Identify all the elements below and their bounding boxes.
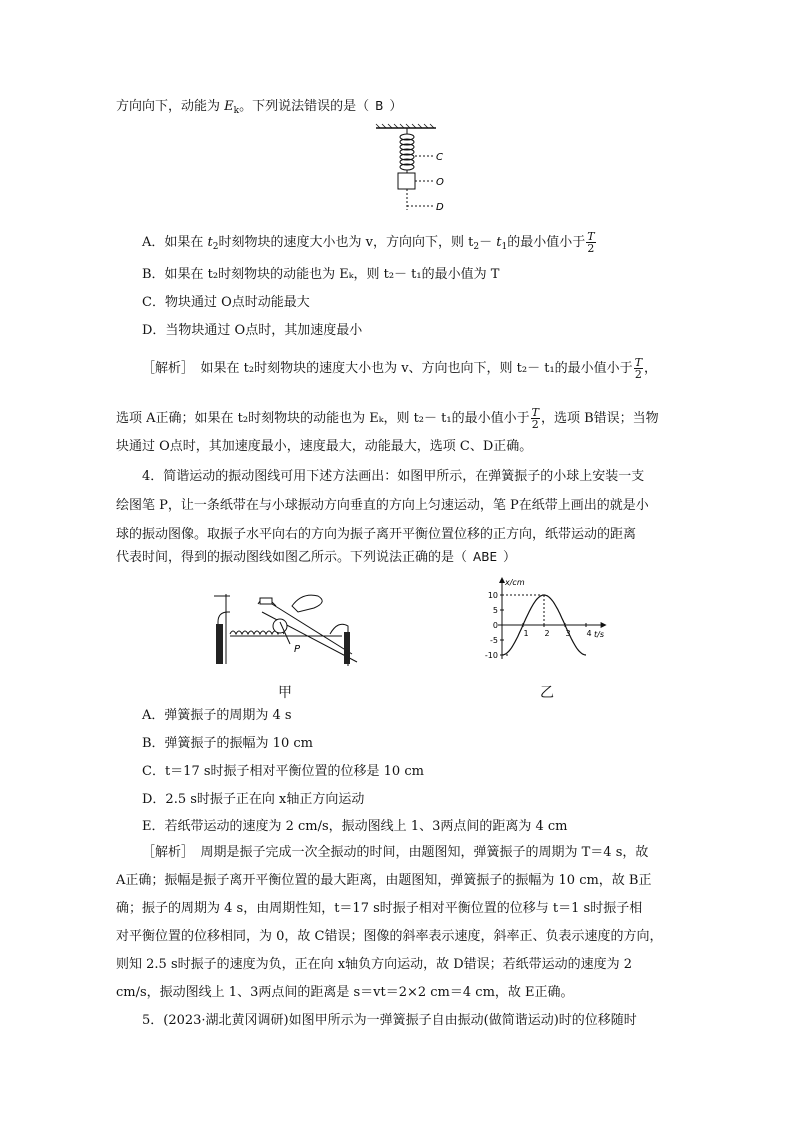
q4-stem-line3: 球的振动图像。取振子水平向右的方向为振子离开平衡位置位移的正方向，纸带运动的距离 bbox=[116, 527, 637, 542]
label-o: O bbox=[436, 177, 444, 188]
x-tick-label: 3 bbox=[565, 629, 571, 638]
q4-analysis-line6: cm/s，振动图线上 1、3两点间的距离是 s＝vt＝2×2 cm＝4 cm，故 E正确。 bbox=[116, 985, 574, 1000]
caption-yi: 乙 bbox=[540, 685, 554, 701]
x-tick-label: 2 bbox=[544, 629, 550, 638]
x-tick-label: 4 bbox=[586, 629, 592, 638]
q4-analysis-line5: 则知 2.5 s时振子的速度为负，正在向 x轴负方向运动，故 D错误；若纸带运动的速度为 2 bbox=[116, 957, 633, 972]
q3-option-c: C．物块通过 O点时动能最大 bbox=[142, 295, 310, 310]
q5-stem-line1: 5．(2023·湖北黄冈调研)如图甲所示为一弹簧振子自由振动(做简谐运动)时的位移随时 bbox=[142, 1013, 637, 1028]
q4-stem-line4: 代表时间，得到的振动图线如图乙所示。下列说法正确的是（ ABE ） bbox=[116, 550, 517, 565]
fraction-t-over-2: $\frac{T}{2}$ bbox=[634, 356, 643, 381]
q4-option-e: E．若纸带运动的速度为 2 cm/s，振动图线上 1、3两点间的距离为 4 cm bbox=[142, 819, 568, 834]
fraction-t-over-2: $\frac{T}{2}$ bbox=[587, 230, 595, 255]
spring-oscillator-figure bbox=[370, 122, 460, 214]
label-p: P bbox=[294, 644, 301, 655]
q3-option-d: D．当物块通过 O点时，其加速度最小 bbox=[142, 323, 363, 338]
y-axis-label: x/cm bbox=[505, 578, 525, 587]
q4-option-d: D．2.5 s时振子正在向 x轴正方向运动 bbox=[142, 792, 365, 807]
x-axis-arrow bbox=[601, 622, 607, 628]
y-tick-label: 0 bbox=[492, 621, 498, 630]
q4-analysis-line2: A正确；振幅是振子离开平衡位置的最大距离，由题图知，弹簧振子的振幅为 10 cm，故 B正 bbox=[116, 873, 652, 888]
q4-analysis-line1: ［解析］ 周期是振子完成一次全振动的时间，由题图知，弹簧振子的周期为 T＝4 s，故 bbox=[142, 845, 649, 860]
y-tick-label: -5 bbox=[490, 636, 498, 645]
x-tick-label: 1 bbox=[523, 629, 529, 638]
figure-jia-apparatus bbox=[212, 592, 360, 670]
q4-analysis-line4: 对平衡位置的位移相同，为 0，故 C错误；图像的斜率表示速度，斜率正、负表示速度的方向， bbox=[116, 929, 663, 944]
q3-analysis-line2: 选项 A正确；如果在 t₂时刻物块的动能也为 Eₖ，则 t₂－ t₁的最小值小于 $\frac{T}{2}$ ，选项 B错误；当物 bbox=[116, 406, 659, 431]
q4-stem-line2: 绘图笔 P，让一条纸带在与小球振动方向垂直的方向上匀速运动，笔 P在纸带上画出的就是小 bbox=[116, 498, 649, 513]
caption-jia: 甲 bbox=[278, 685, 292, 701]
q4-option-a: A．弹簧振子的周期为 4 s bbox=[142, 708, 292, 723]
y-tick-label: 5 bbox=[492, 606, 498, 615]
q3-analysis-line1: ［解析］ 如果在 t₂时刻物块的速度大小也为 v、方向也向下，则 t₂－ t₁的最小值小于 $\frac{T}{2}$ ， bbox=[142, 356, 658, 381]
y-tick-label: 10 bbox=[487, 591, 498, 600]
q3-option-a: A．如果在 $t_2$时刻物块的速度大小也为 v，方向向下，则 $t_2- t_1$的最小值小于 $\frac{T}{2}$ bbox=[142, 230, 595, 255]
y-tick-label: -10 bbox=[484, 651, 498, 660]
q4-option-c: C．t＝17 s时振子相对平衡位置的位移是 10 cm bbox=[142, 764, 424, 779]
label-c: C bbox=[436, 152, 443, 163]
q4-analysis-line3: 确；振子的周期为 4 s，由周期性知，t＝17 s时振子相对平衡位置的位移与 t＝1 s时振子相 bbox=[116, 901, 643, 916]
figure-yi-chart bbox=[478, 570, 618, 670]
q3-analysis-line3: 块通过 O点时，其加速度最小，速度最大，动能最大，选项 C、D正确。 bbox=[116, 439, 533, 454]
q3-option-b: B．如果在 t₂时刻物块的动能也为 Eₖ，则 t₂－ t₁的最小值为 T bbox=[142, 267, 500, 282]
q4-stem-line1: 4．简谐运动的振动图线可用下述方法画出：如图甲所示，在弹簧振子的小球上安装一支 bbox=[142, 469, 645, 484]
q4-option-b: B．弹簧振子的振幅为 10 cm bbox=[142, 736, 313, 751]
x-axis-label: t/s bbox=[594, 630, 604, 639]
q3-stem-tail: 方向向下，动能为 $E_k$。下列说法错误的是（ B ） bbox=[116, 99, 403, 116]
answer-badge: B bbox=[375, 99, 384, 113]
fraction-t-over-2: $\frac{T}{2}$ bbox=[531, 406, 539, 431]
label-d: D bbox=[436, 202, 444, 213]
answer-badge: ABE bbox=[473, 550, 498, 564]
